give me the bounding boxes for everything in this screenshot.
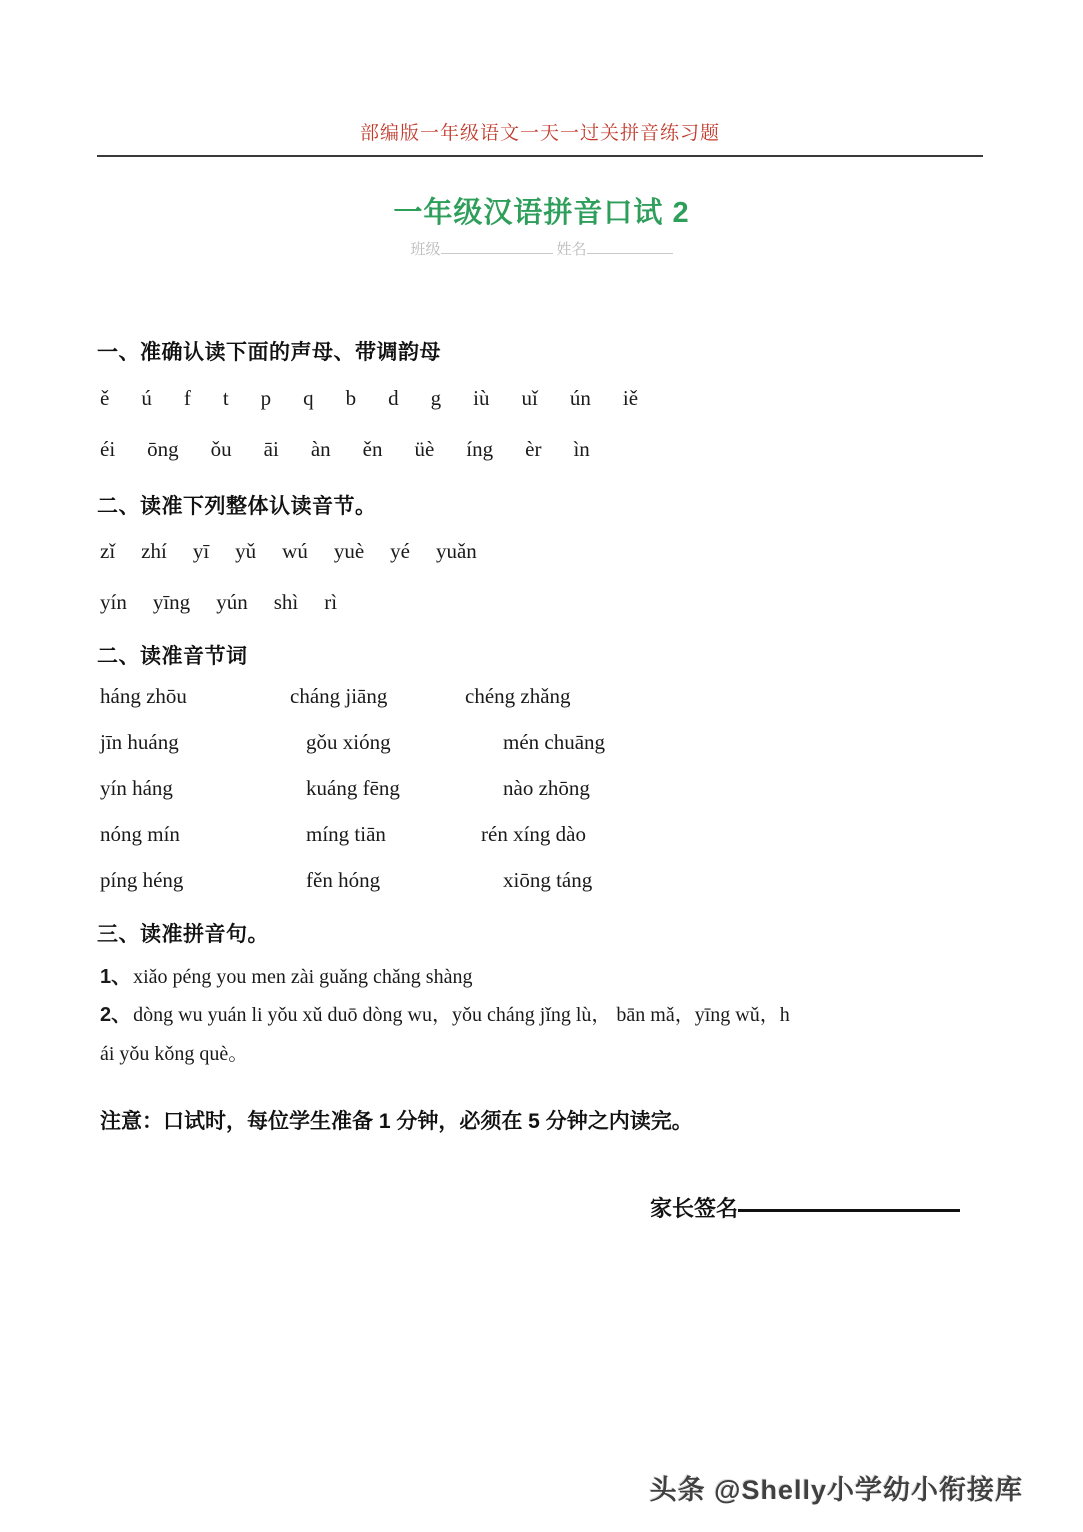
- page-title: 一年级汉语拼音口试 2: [393, 197, 690, 229]
- pinyin-token: p: [260, 386, 272, 410]
- pinyin-token: āi: [263, 437, 279, 461]
- pinyin-token: ǒu: [210, 437, 232, 461]
- section-3-word-row: [100, 730, 660, 755]
- pinyin-word: chéng zhǎng: [465, 684, 571, 708]
- pinyin-word: yín háng: [100, 776, 173, 800]
- pinyin-word: mén chuāng: [503, 730, 606, 754]
- parent-signature-line: [650, 1192, 960, 1223]
- pinyin-token: éi: [100, 437, 116, 461]
- section-3-word-row: [100, 776, 660, 801]
- instruction-note: 注意：口试时，每位学生准备 1 分钟，必须在 5 分钟之内读完。: [100, 1110, 693, 1133]
- pinyin-token: iù: [473, 386, 490, 410]
- pinyin-token: f: [183, 386, 191, 410]
- section-1-heading: 一、准确认读下面的声母、带调韵母: [97, 341, 441, 364]
- pinyin-word: nào zhōng: [503, 776, 590, 800]
- section-3-word-row: [100, 822, 660, 847]
- pinyin-token: yī: [192, 539, 210, 563]
- pinyin-token: yuǎn: [435, 539, 477, 563]
- pinyin-word: xiōng táng: [503, 868, 593, 892]
- pinyin-word: cháng jiāng: [290, 684, 388, 708]
- sentence-2-line-1: [100, 998, 790, 1027]
- pinyin-token: àn: [310, 437, 331, 461]
- pinyin-word: háng zhōu: [100, 684, 187, 708]
- pinyin-token: yún: [216, 590, 248, 614]
- section-3-word-row: [100, 868, 660, 893]
- sentence-number: 2、: [100, 1004, 132, 1026]
- pinyin-token: t: [222, 386, 229, 410]
- parent-signature-label: 家长签名: [650, 1196, 739, 1221]
- sentence-2-line-2: [100, 1037, 248, 1066]
- running-header: [97, 118, 983, 145]
- section-2-row-2: [100, 590, 337, 615]
- pinyin-token: b: [345, 386, 357, 410]
- parent-signature-blank[interactable]: [738, 1209, 960, 1212]
- pinyin-token: ě: [100, 386, 110, 410]
- section-1-row-1: [100, 386, 638, 411]
- pinyin-token: rì: [324, 590, 338, 614]
- pinyin-token: zǐ: [100, 539, 116, 563]
- pinyin-token: íng: [466, 437, 494, 461]
- pinyin-token: ú: [141, 386, 152, 410]
- sentence-text: xiǎo péng you men zài guǎng chǎng shàng: [133, 966, 473, 988]
- pinyin-token: uǐ: [521, 386, 538, 410]
- pinyin-token: yé: [390, 539, 410, 563]
- pinyin-token: d: [388, 386, 399, 410]
- pinyin-word: jīn huáng: [100, 730, 179, 754]
- pinyin-token: üè: [414, 437, 435, 461]
- header-divider-rule: [97, 155, 983, 157]
- section-2-row-1: [100, 539, 477, 564]
- pinyin-token: yín: [100, 590, 127, 614]
- sentence-text: ái yǒu kǒng què。: [100, 1043, 249, 1065]
- running-header-text: 部编版一年级语文一天一过关拼音练习题: [359, 123, 720, 144]
- pinyin-token: q: [303, 386, 314, 410]
- pinyin-token: wú: [282, 539, 308, 563]
- sentence-number: 1、: [100, 966, 132, 988]
- pinyin-word: míng tiān: [306, 822, 386, 846]
- pinyin-word: rén xíng dào: [481, 822, 586, 846]
- pinyin-word: kuáng fēng: [306, 776, 400, 800]
- pinyin-token: g: [430, 386, 442, 410]
- pinyin-word: gǒu xióng: [306, 730, 391, 754]
- pinyin-word: nóng mín: [100, 822, 180, 846]
- watermark: 头条 @Shelly小学幼小衔接库: [649, 1475, 1023, 1505]
- name-label: 姓名: [556, 242, 587, 258]
- section-4-heading: 三、读准拼音句。: [97, 923, 269, 946]
- section-3-word-row: [100, 684, 660, 709]
- student-info-line: [0, 238, 1083, 259]
- section-2-heading: 二、读准下列整体认读音节。: [97, 495, 377, 518]
- pinyin-token: yīng: [152, 590, 191, 614]
- pinyin-token: èr: [525, 437, 542, 461]
- pinyin-token: ún: [569, 386, 591, 410]
- pinyin-word: fěn hóng: [306, 868, 381, 892]
- pinyin-token: ěn: [362, 437, 383, 461]
- sentence-text: dòng wu yuán li yǒu xǔ duō dòng wu，yǒu cháng jǐng lù， bān mǎ，yīng wǔ，h: [133, 1004, 790, 1026]
- sentence-1: [100, 960, 472, 989]
- pinyin-token: ōng: [147, 437, 179, 461]
- pinyin-token: shì: [273, 590, 299, 614]
- class-label: 班级: [410, 242, 441, 258]
- pinyin-token: yǔ: [235, 539, 257, 563]
- pinyin-token: yuè: [333, 539, 365, 563]
- pinyin-token: iě: [622, 386, 639, 410]
- pinyin-token: zhí: [141, 539, 167, 563]
- section-3-heading: 二、读准音节词: [97, 645, 248, 668]
- pinyin-word: píng héng: [100, 868, 184, 892]
- pinyin-token: ìn: [573, 437, 590, 461]
- name-blank-field[interactable]: [587, 253, 673, 254]
- class-blank-field[interactable]: [441, 253, 553, 254]
- section-1-row-2: [100, 437, 590, 462]
